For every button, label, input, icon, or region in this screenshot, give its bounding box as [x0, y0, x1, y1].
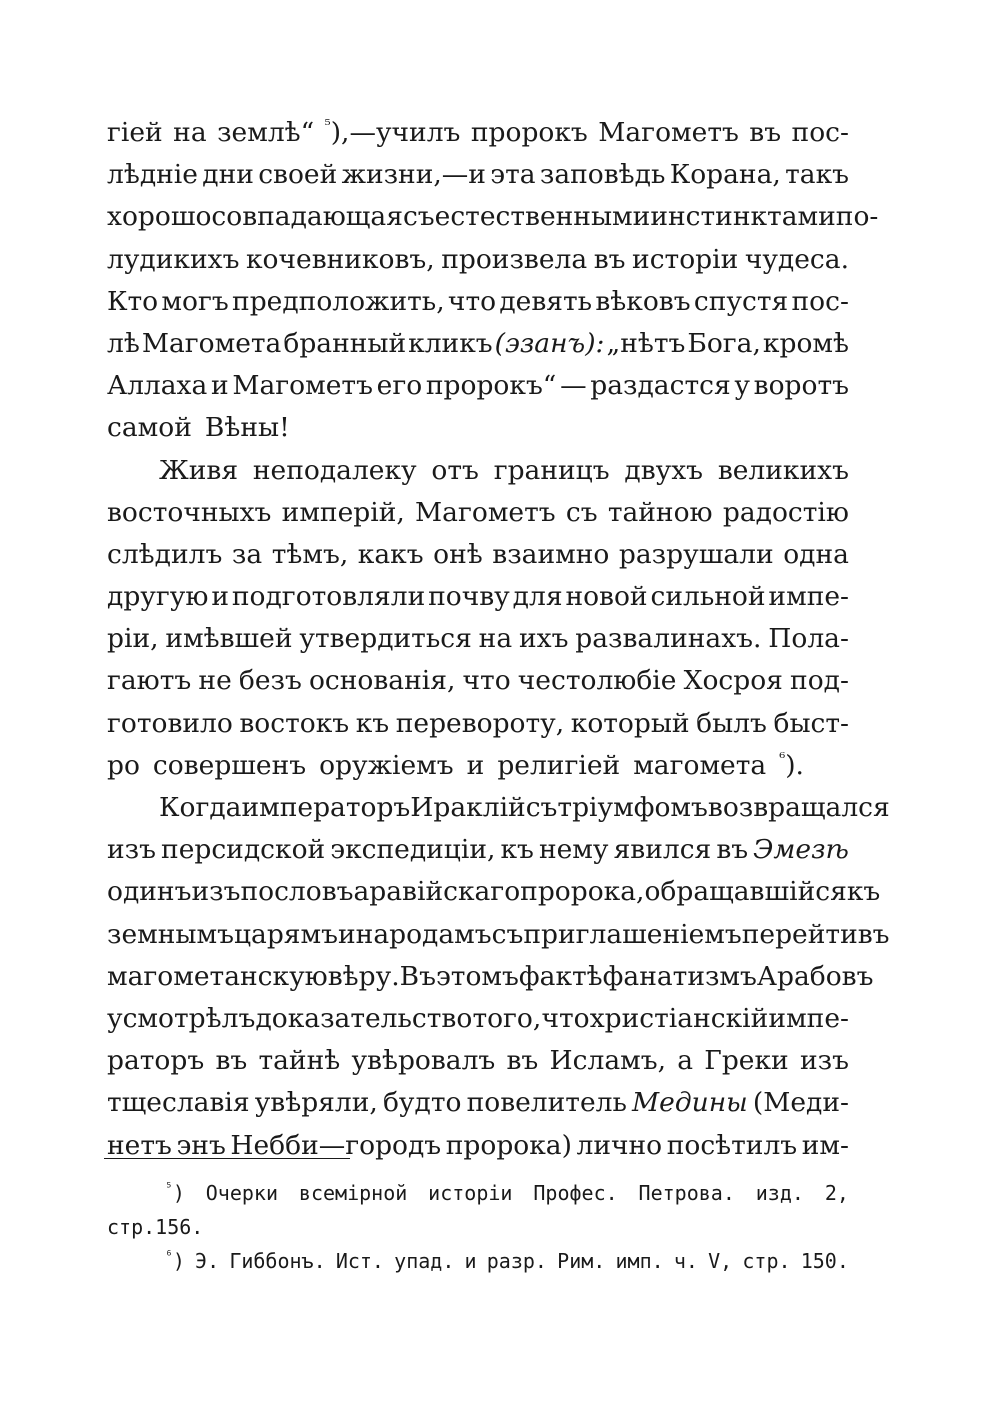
text-line: лѣ Магомета бранный кликъ (эзанъ): „нѣтъ Бога, кромѣ: [107, 327, 849, 359]
text-line: Кто могъ предположить, что девять вѣковъ спустя пос-: [107, 285, 849, 317]
footnote-line: стр. 156.: [107, 1215, 204, 1239]
text-line: ро совершенъ оружіемъ и религіей магомета $^{^6}$).: [107, 748, 804, 781]
footnotes: [107, 1176, 849, 1278]
text-line: гаютъ не безъ основанія, что честолюбіе Хосроя под-: [107, 665, 849, 697]
text-line: самой Вѣны!: [107, 412, 290, 444]
text-line: другую и подготовляли почву для новой сильной импе-: [107, 581, 849, 613]
footnote-line: $^{^5}$) Очерки всемірной исторіи Профес. Петрова. изд. 2,: [165, 1181, 849, 1205]
text-line: земнымъ царямъ и народамъ съ приглашеніемъ перейти въ: [107, 918, 890, 950]
text-line: раторъ въ тайнѣ увѣровалъ въ Исламъ, а Греки изъ: [107, 1045, 849, 1077]
text-line: магометанскую вѣру. Въ этомъ фактѣ фанатизмъ Арабовъ: [107, 960, 874, 992]
main-text: [107, 112, 890, 1167]
text-line: Аллаха и Магометъ его пророкъ“ — раздастся у воротъ: [107, 370, 849, 402]
footnote-divider: [104, 1158, 350, 1159]
footnote-line: $^{^6}$) Э. Гиббонъ. Ист. упад. и разр. Рим. имп. ч. V, стр. 150.: [165, 1249, 849, 1273]
text-line: лудикихъ кочевниковъ, произвела въ исторіи чудеса.: [107, 243, 849, 275]
text-line: гіей на землѣ“ $^{^5}$),—училъ пророкъ Магометъ въ пос-: [107, 116, 849, 148]
text-line: ріи, имѣвшей утвердиться на ихъ развалинахъ. Пола-: [107, 623, 849, 655]
text-line: тщеславія увѣряли, будто повелитель Медины (Меди-: [107, 1087, 849, 1119]
text-line: Когда императоръ Ираклій съ тріумфомъ возвращался: [159, 792, 890, 823]
text-line: готовило востокъ къ перевороту, который былъ быст-: [107, 707, 849, 739]
text-line: слѣдилъ за тѣмъ, какъ онѣ взаимно разрушали одна: [107, 538, 849, 570]
text-line: усмотрѣлъ доказательство того, что христіанскій импе-: [107, 1002, 849, 1034]
text-line: Живя неподалеку отъ границъ двухъ великихъ: [159, 454, 849, 486]
text-line: лѣдніе дни своей жизни,—и эта заповѣдь Корана, такъ: [107, 159, 849, 191]
text-line: изъ персидской экспедиціи, къ нему явился въ Эмезѣ: [107, 834, 849, 866]
text-line: одинъ изъ пословъ аравійскаго пророка, обращавшійся къ: [107, 876, 881, 908]
text-line: нетъ энъ Небби—городъ пророка) лично посѣтилъ им-: [107, 1129, 849, 1161]
text-line: восточныхъ имперій, Магометъ съ тайною радостію: [107, 496, 849, 528]
text-line: хорошо совпадающая съ естественными инстинктами по-: [107, 201, 879, 233]
